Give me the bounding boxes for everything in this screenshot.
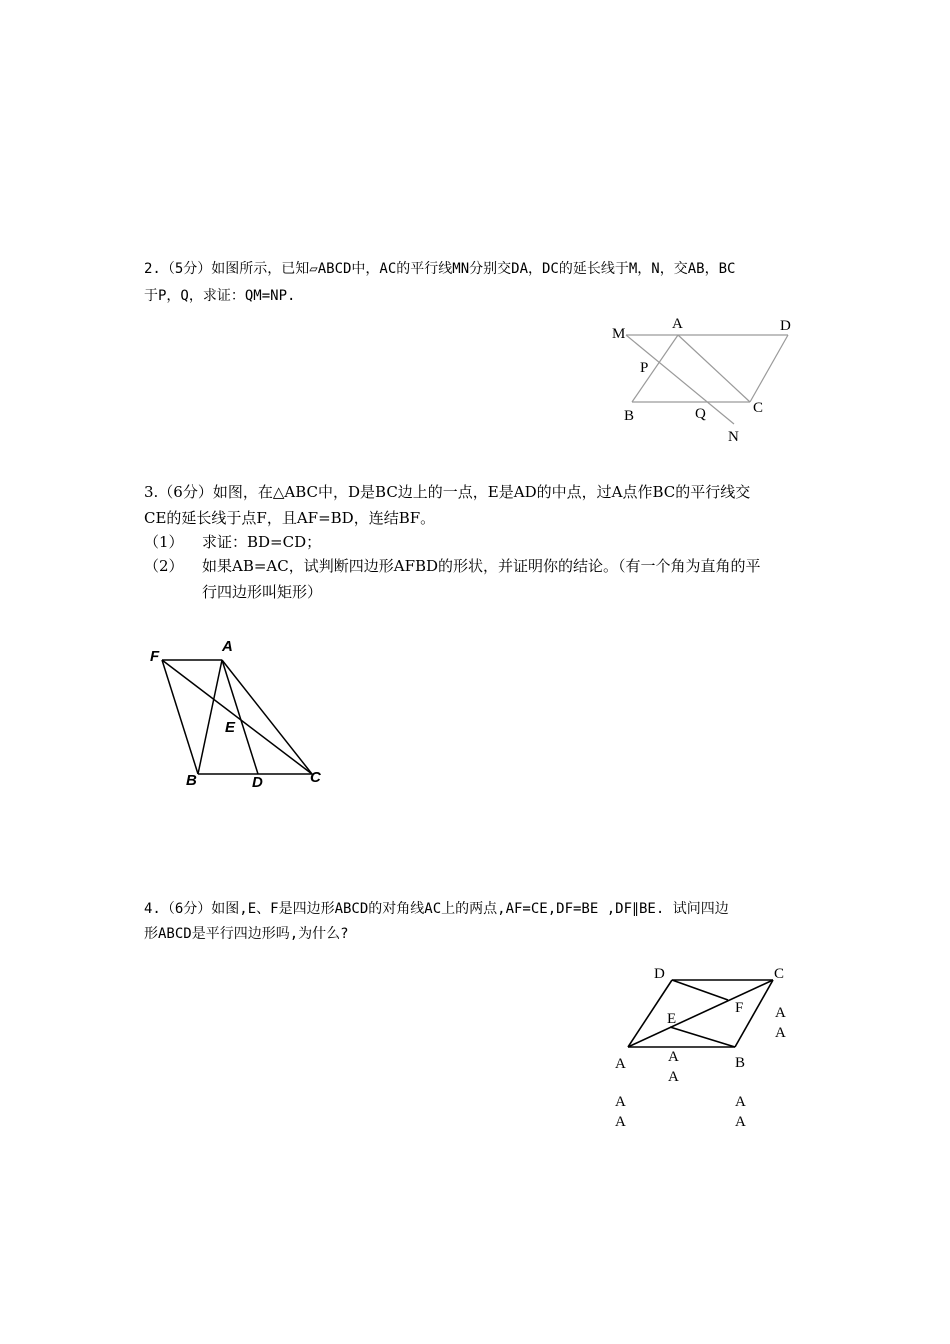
- label-b: B: [624, 408, 635, 424]
- problem4-line2: 形ABCD是平行四边形吗,为什么?: [144, 926, 349, 942]
- label-f: F: [150, 648, 160, 665]
- line-ad: [222, 660, 258, 774]
- label-b: B: [735, 1055, 746, 1071]
- label-p: P: [640, 360, 649, 376]
- line-eb: [670, 1027, 735, 1047]
- problem2-line1: 2.（5分）如图所示，已知▱ABCD中，AC的平行线MN分别交DA，DC的延长线于M，N，交AB，BC: [144, 261, 736, 277]
- problem4-figure: [600, 960, 820, 1140]
- problem3-sub2-text-cont: 行四边形叫矩形）: [202, 583, 323, 601]
- label-b: B: [186, 772, 197, 789]
- problem4-line1: 4.（6分）如图,E、F是四边形ABCD的对角线AC上的两点,AF=CE,DF=BE ,DF∥BE. 试问四边: [144, 901, 729, 917]
- line-fc: [162, 660, 312, 774]
- label-d: D: [654, 966, 665, 982]
- stray-label-3: A: [668, 1049, 679, 1065]
- line-ac: [678, 335, 750, 402]
- line-fb: [162, 660, 198, 774]
- line-mn: [626, 335, 734, 424]
- stray-label-7: A: [735, 1094, 746, 1110]
- label-d: D: [780, 318, 791, 334]
- label-e: E: [667, 1011, 677, 1027]
- label-a: A: [222, 638, 233, 655]
- label-e: E: [225, 719, 236, 736]
- problem3-sub1-text: 求证：BD=CD；: [202, 533, 322, 551]
- line-ab: [198, 660, 222, 774]
- problem3-figure: [140, 630, 340, 800]
- label-m: M: [612, 326, 626, 342]
- label-f: F: [735, 1000, 744, 1016]
- label-n: N: [728, 429, 739, 445]
- stray-label-8: A: [735, 1114, 746, 1130]
- label-c: C: [310, 769, 321, 786]
- stray-label-4: A: [668, 1069, 679, 1085]
- line-df: [672, 980, 728, 1000]
- label-a: A: [672, 316, 683, 332]
- problem3-line1: 3.（6分）如图，在△ABC中，D是BC边上的一点，E是AD的中点，过A点作BC的平行线交: [144, 483, 751, 501]
- stray-label-5: A: [615, 1094, 626, 1110]
- label-c: C: [753, 400, 764, 416]
- label-c: C: [774, 966, 785, 982]
- problem3-sub2-text: 如果AB=AC，试判断四边形AFBD的形状，并证明你的结论。（有一个角为直角的平: [202, 557, 761, 575]
- stray-label-6: A: [615, 1114, 626, 1130]
- problem2-line2: 于P，Q，求证：QM=NP.: [144, 288, 296, 304]
- line-dc: [750, 335, 788, 402]
- problem2-figure: [600, 310, 820, 450]
- stray-label-1: A: [775, 1005, 786, 1021]
- label-a: A: [615, 1056, 626, 1072]
- label-q: Q: [695, 406, 706, 422]
- stray-label-2: A: [775, 1025, 786, 1041]
- problem3-sub2-number: （2）: [144, 557, 184, 575]
- line-ac: [222, 660, 312, 774]
- label-d: D: [252, 774, 263, 791]
- problem3-line2: CE的延长线于点F，且AF=BD，连结BF。: [144, 509, 436, 527]
- problem3-sub1-number: （1）: [144, 533, 184, 551]
